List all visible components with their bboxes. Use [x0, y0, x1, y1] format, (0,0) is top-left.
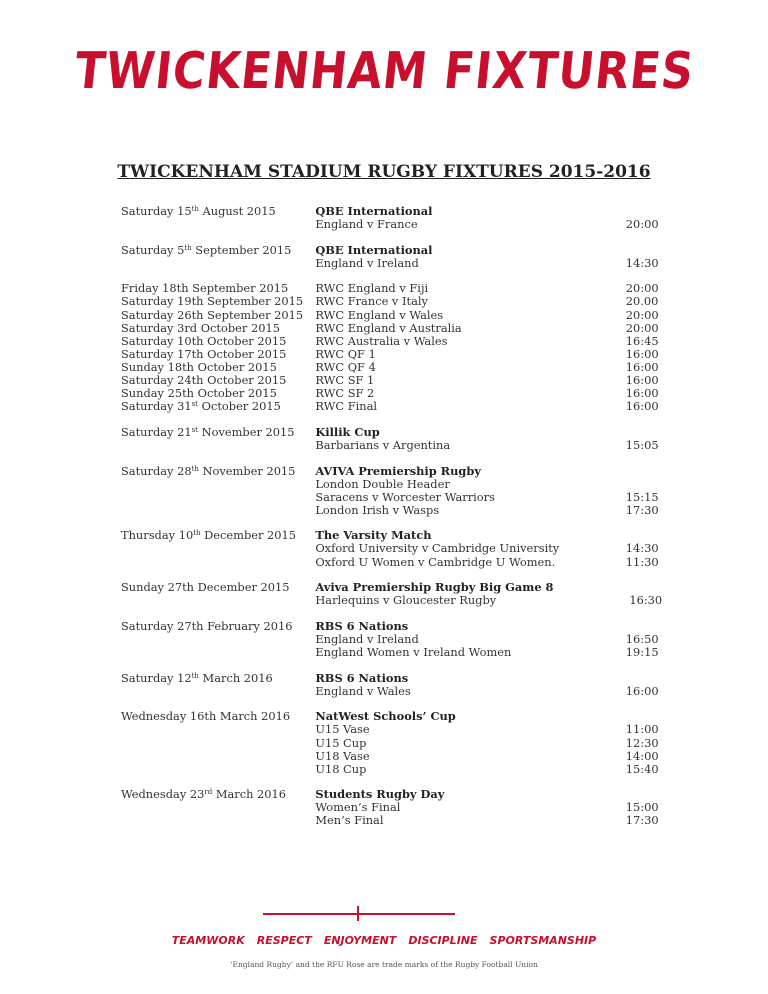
date-text: Saturday 27th February 2016 — [121, 618, 293, 633]
date-text: November 2015 — [198, 463, 296, 478]
date-ordinal: rd — [204, 788, 213, 797]
match: RWC England v Wales — [315, 307, 444, 322]
match: England v Ireland — [315, 255, 419, 270]
match: Harlequins v Gloucester Rugby — [315, 593, 497, 608]
fixture-date — [121, 400, 315, 413]
date-ordinal: th — [191, 671, 199, 680]
date-text: October 2015 — [198, 399, 281, 414]
fixture-date — [121, 529, 315, 542]
fixture-group — [121, 426, 681, 452]
date-ordinal: th — [191, 205, 199, 213]
fixture-times — [626, 672, 681, 698]
fixture-group — [121, 788, 681, 827]
competition-title: NatWest Schools’ Cup — [315, 709, 456, 724]
fixture-times — [626, 465, 681, 517]
kickoff-time: 15:15 — [625, 489, 659, 504]
fixture-dates — [121, 529, 315, 568]
fixture-times — [626, 788, 681, 827]
kickoff-time: 12:30 — [625, 735, 659, 750]
fixture-group — [121, 581, 681, 607]
competition-title: AVIVA Premiership Rugby — [315, 463, 481, 478]
trademark-notice: ‘England Rugby’ and the RFU Rose are trade marks of the Rugby Football Union — [230, 960, 538, 969]
fixture-date — [121, 620, 315, 633]
kickoff-time: 16:00 — [625, 399, 659, 414]
date-text: Wednesday 23 — [121, 787, 205, 802]
date-text: Saturday 24th October 2015 — [121, 373, 287, 388]
fixture-dates — [121, 244, 315, 270]
fixture-events — [315, 710, 625, 775]
date-text: Saturday 28 — [121, 463, 192, 478]
kickoff-time: 20:00 — [625, 307, 659, 322]
kickoff-time: 16:45 — [625, 333, 659, 348]
kickoff-time: 14:30 — [625, 541, 659, 556]
fixture-events — [315, 205, 625, 231]
kickoff-time: 20:00 — [625, 281, 659, 296]
kickoff-time: 17:30 — [625, 813, 659, 828]
fixture-events — [315, 581, 625, 607]
date-text: Sunday 27th December 2015 — [121, 580, 290, 595]
kickoff-time: 17:30 — [625, 502, 659, 517]
fixture-date — [121, 465, 315, 478]
competition-title: Killik Cup — [315, 424, 380, 439]
date-text: Sunday 25th October 2015 — [121, 386, 277, 401]
match: RWC SF 1 — [315, 373, 375, 388]
competition-title: RBS 6 Nations — [315, 618, 409, 633]
core-value: TEAMWORK — [171, 934, 245, 947]
date-text: Sunday 18th October 2015 — [121, 359, 277, 374]
kickoff-time: 20:00 — [625, 217, 659, 232]
fixture-events — [315, 244, 625, 270]
fixture-times — [626, 620, 681, 659]
fixture-times — [626, 581, 681, 607]
fixture-group — [121, 672, 681, 698]
fixture-date — [121, 244, 315, 257]
date-text: Saturday 31 — [121, 399, 192, 414]
fixture-dates — [121, 282, 315, 413]
kickoff-time: 20.00 — [625, 294, 659, 309]
match: U18 Vase — [315, 748, 370, 763]
date-text: Saturday 10th October 2015 — [121, 333, 287, 348]
fixture-date — [121, 710, 315, 723]
date-ordinal: th — [184, 243, 192, 252]
fixture-date — [121, 788, 315, 801]
fixture-group — [121, 244, 681, 270]
competition-title: Students Rugby Day — [315, 787, 445, 802]
fixture-events — [315, 426, 625, 452]
fixture-dates — [121, 620, 315, 659]
footer-divider — [263, 913, 455, 915]
date-text: Saturday 17th October 2015 — [121, 346, 287, 361]
kickoff-time: 16:30 — [625, 593, 663, 608]
fixture-group — [121, 529, 681, 568]
fixture-events — [315, 788, 625, 827]
match: London Double Header — [315, 476, 450, 491]
core-value: RESPECT — [256, 934, 312, 947]
match: England v Wales — [315, 683, 411, 698]
kickoff-time: 14:30 — [625, 255, 659, 270]
kickoff-time: 11:30 — [625, 554, 659, 569]
date-text: March 2016 — [212, 787, 287, 802]
fixture-events — [315, 620, 625, 659]
match: Barbarians v Argentina — [315, 437, 451, 452]
match: U15 Vase — [315, 722, 370, 737]
footer-divider-tick — [357, 906, 359, 921]
match: RWC France v Italy — [315, 294, 428, 309]
fixture-times — [626, 282, 681, 413]
date-text: Wednesday 16th March 2016 — [121, 709, 291, 724]
kickoff-time: 16:00 — [625, 346, 659, 361]
kickoff-time: 14:00 — [625, 748, 659, 763]
fixture-dates — [121, 672, 315, 698]
fixture-group — [121, 710, 681, 775]
fixture-events — [315, 529, 625, 568]
competition-title: QBE International — [315, 204, 433, 218]
date-text: Saturday 5 — [121, 242, 185, 257]
match: Men’s Final — [315, 813, 384, 828]
match: England Women v Ireland Women — [315, 645, 512, 660]
match: Women’s Final — [315, 800, 401, 815]
fixture-times — [626, 244, 681, 270]
fixture-dates — [121, 205, 315, 231]
fixture-events — [315, 465, 625, 517]
match: London Irish v Wasps — [315, 502, 440, 517]
fixture-times — [626, 710, 681, 775]
kickoff-time: 16:00 — [625, 359, 659, 374]
core-value: DISCIPLINE — [408, 934, 478, 947]
date-text: August 2015 — [198, 204, 276, 218]
match: U15 Cup — [315, 735, 367, 750]
kickoff-time: 16:00 — [625, 373, 659, 388]
fixture-events — [315, 282, 625, 413]
match: England v Ireland — [315, 631, 419, 646]
competition-title: QBE International — [315, 242, 433, 257]
match: Oxford University v Cambridge University — [315, 541, 560, 556]
banner-title: TWICKENHAM FIXTURES — [71, 42, 697, 101]
match: England v France — [315, 217, 418, 232]
date-text: Saturday 15 — [121, 204, 192, 218]
date-ordinal: st — [191, 400, 198, 409]
kickoff-time: 15:40 — [625, 761, 659, 776]
match: Saracens v Worcester Warriors — [315, 489, 495, 504]
kickoff-time: 16:00 — [625, 386, 659, 401]
date-ordinal: st — [191, 425, 198, 434]
fixture-dates — [121, 581, 315, 607]
date-text: March 2016 — [198, 670, 273, 685]
fixtures-list — [121, 205, 681, 840]
match: RWC England v Australia — [315, 320, 462, 335]
match: RWC Australia v Wales — [315, 333, 448, 348]
match: RWC SF 2 — [315, 386, 375, 401]
match: RWC Final — [315, 399, 378, 414]
fixture-events — [315, 672, 625, 698]
fixture-date — [121, 205, 315, 218]
fixture-group — [121, 620, 681, 659]
kickoff-time: 15:05 — [625, 437, 659, 452]
date-text: November 2015 — [198, 424, 295, 439]
kickoff-time: 11:00 — [625, 722, 659, 737]
fixture-dates — [121, 465, 315, 517]
match: RWC QF 4 — [315, 359, 376, 374]
competition-title: Aviva Premiership Rugby Big Game 8 — [315, 580, 554, 595]
fixture-dates — [121, 710, 315, 775]
kickoff-time: 15:00 — [625, 800, 659, 815]
fixture-group — [121, 465, 681, 517]
fixture-date — [121, 426, 315, 439]
fixture-dates — [121, 788, 315, 827]
date-text: Thursday 10 — [121, 528, 194, 543]
core-value: ENJOYMENT — [323, 934, 397, 947]
fixture-times — [626, 426, 681, 452]
kickoff-time: 19:15 — [625, 645, 659, 660]
core-value: SPORTSMANSHIP — [489, 934, 597, 947]
date-text: Saturday 21 — [121, 424, 192, 439]
competition-title: RBS 6 Nations — [315, 670, 409, 685]
date-text: Saturday 12 — [121, 670, 192, 685]
date-text: Friday 18th September 2015 — [121, 281, 289, 296]
fixture-group — [121, 282, 681, 413]
match: U18 Cup — [315, 761, 367, 776]
kickoff-time: 16:50 — [625, 631, 659, 646]
date-ordinal: th — [191, 464, 199, 473]
fixture-date — [121, 672, 315, 685]
fixture-times — [626, 529, 681, 568]
fixture-date — [121, 581, 315, 594]
core-values — [0, 934, 768, 947]
banner — [0, 42, 768, 101]
kickoff-time: 16:00 — [625, 683, 659, 698]
fixture-group — [121, 205, 681, 231]
match: Oxford U Women v Cambridge U Women. — [315, 554, 556, 569]
date-ordinal: th — [193, 529, 201, 538]
fixture-times — [626, 205, 681, 231]
match: RWC QF 1 — [315, 346, 376, 361]
date-text: December 2015 — [200, 528, 297, 543]
kickoff-time: 20:00 — [625, 320, 659, 335]
date-text: Saturday 26th September 2015 — [121, 307, 304, 322]
date-text: September 2015 — [191, 242, 292, 257]
fixture-dates — [121, 426, 315, 452]
date-text: Saturday 3rd October 2015 — [121, 320, 280, 335]
date-text: Saturday 19th September 2015 — [121, 294, 304, 309]
competition-title: The Varsity Match — [315, 528, 432, 543]
document-title: TWICKENHAM STADIUM RUGBY FIXTURES 2015-2016 — [117, 162, 651, 182]
match: RWC England v Fiji — [315, 281, 429, 296]
